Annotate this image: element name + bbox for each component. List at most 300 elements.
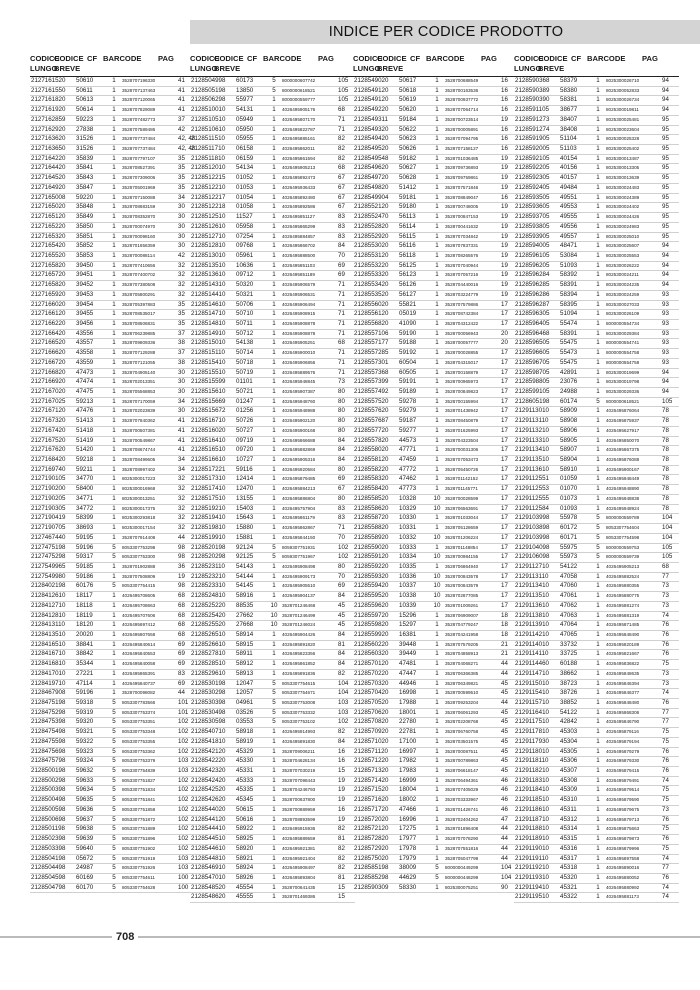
- pag: 95: [662, 232, 669, 240]
- cf: 1: [435, 222, 439, 230]
- barcode: 3528707380508: [122, 282, 156, 288]
- codice-lungo: 2127190419: [31, 514, 66, 522]
- pag: 82: [338, 864, 345, 872]
- table-row: [353, 96, 518, 106]
- table-row: [190, 563, 355, 573]
- table-row: [514, 77, 679, 87]
- cf: 1: [435, 524, 439, 532]
- codice-breve: 59640: [76, 844, 94, 852]
- pag: 98: [178, 543, 185, 551]
- codice-lungo: 2128553120: [354, 251, 389, 259]
- pag: 103: [178, 757, 189, 765]
- barcode: 3528701145771: [445, 486, 478, 492]
- pag: 77: [662, 718, 669, 726]
- barcode: 3528707137463: [122, 87, 156, 93]
- cf: 1: [272, 786, 276, 794]
- barcode: 3528700087511: [445, 748, 478, 754]
- table-row: [30, 699, 195, 709]
- codice-lungo: 2128558120: [354, 456, 389, 464]
- barcode: 3528706239885: [122, 330, 156, 336]
- codice-breve: 50615: [236, 805, 254, 813]
- codice-lungo: 2127166720: [31, 358, 66, 366]
- pag: 83: [338, 232, 345, 240]
- table-row: [190, 709, 355, 719]
- cf: 1: [272, 630, 276, 638]
- cf: 5: [272, 718, 276, 726]
- barcode: 8053307754598: [606, 534, 640, 540]
- codice-lungo: 2128559520: [354, 592, 389, 600]
- codice-lungo: 2128593505: [515, 193, 550, 201]
- codice-lungo: 2128512710: [191, 232, 226, 240]
- codice-lungo: 2128541810: [191, 737, 226, 745]
- barcode: 8053307754628: [122, 884, 156, 890]
- codice-lungo: 2128596285: [515, 281, 550, 289]
- codice-breve: 58915: [236, 640, 254, 648]
- barcode: 4026495708663: [122, 602, 156, 608]
- codice-breve: 45317: [560, 854, 578, 862]
- pag: 68: [178, 592, 185, 600]
- table-row: [514, 592, 679, 602]
- table-row: [190, 884, 355, 894]
- codice-lungo: 2129112710: [515, 562, 549, 570]
- pag: 21: [501, 650, 508, 658]
- cf: 1: [112, 135, 116, 143]
- barcode: 8059307751931: [282, 544, 316, 550]
- pag: 105: [338, 96, 349, 104]
- pag: 37: [178, 115, 185, 123]
- pag: 17: [501, 300, 508, 308]
- table-row: [514, 738, 679, 748]
- table-row: [514, 310, 679, 320]
- barcode: 4026495891836: [282, 670, 316, 676]
- table-row: [353, 116, 518, 126]
- table-row: [30, 845, 195, 855]
- codice-lungo: 2128591905: [515, 135, 550, 143]
- codice-breve: 58904: [560, 456, 578, 464]
- pag: 84: [338, 242, 345, 250]
- table-row: [190, 271, 355, 281]
- codice-breve: 15880: [236, 524, 254, 532]
- codice-breve: 47459: [399, 456, 417, 464]
- cf: 1: [272, 436, 276, 444]
- cf: 1: [596, 592, 600, 600]
- barcode: 8059307751967: [282, 554, 316, 560]
- barcode: 4026495757904: [282, 505, 316, 511]
- codice-lungo: 2128475598: [31, 737, 66, 745]
- table-row: [30, 427, 195, 437]
- table-row: [353, 621, 518, 631]
- codice-lungo: 2128475298: [31, 708, 66, 716]
- table-row: [190, 621, 355, 631]
- codice-lungo: 2128512010: [191, 164, 226, 172]
- cf: 1: [435, 446, 439, 454]
- codice-breve: 38662: [560, 669, 578, 677]
- cf: 5: [596, 553, 600, 561]
- barcode: 3528701902888: [122, 563, 156, 569]
- barcode: 3528707150088: [122, 194, 156, 200]
- codice-breve: 58926: [236, 873, 254, 881]
- table-row: [514, 427, 679, 437]
- cf: 5: [596, 397, 600, 405]
- pag: 16: [338, 757, 345, 765]
- codice-lungo: 2128500598: [31, 805, 66, 813]
- cf: 1: [435, 436, 439, 444]
- header-pag: PAG: [642, 54, 658, 63]
- barcode: 3528701142152: [445, 476, 478, 482]
- cf: 1: [272, 290, 276, 298]
- barcode: 8053307753351: [122, 719, 156, 725]
- cf: 1: [272, 737, 276, 745]
- pag: 94: [662, 96, 669, 104]
- pag: 19: [501, 203, 508, 211]
- header-codice-lungo: CODICE: [190, 54, 220, 63]
- codice-lungo: 2129119510: [515, 893, 549, 901]
- codice-breve: 49484: [560, 183, 578, 191]
- codice-lungo: 2127166020: [31, 300, 66, 308]
- cf: 1: [435, 757, 439, 765]
- cf: 1: [112, 426, 116, 434]
- table-row: [353, 748, 518, 758]
- codice-breve: 18117: [76, 592, 93, 600]
- codice-lungo: 2128558920: [354, 533, 389, 541]
- cf: 1: [596, 650, 600, 658]
- pag: 94: [662, 281, 669, 289]
- table-row: [514, 301, 679, 311]
- pag: 84: [338, 650, 345, 658]
- barcode: 3528706864940: [445, 563, 479, 569]
- table-row: [190, 398, 355, 408]
- codice-breve: 50718: [236, 358, 254, 366]
- cf: 1: [596, 281, 600, 289]
- barcode: 3528709006211: [282, 748, 315, 754]
- codice-breve: 51413: [76, 417, 94, 425]
- codice-breve: 59184: [399, 115, 417, 123]
- pag: 71: [338, 115, 345, 123]
- table-row: [190, 135, 355, 145]
- cf: 1: [272, 96, 276, 104]
- cf: 1: [596, 679, 600, 687]
- barcode: 8025300017375: [122, 505, 156, 511]
- table-row: [353, 339, 518, 349]
- cf: 1: [112, 251, 116, 259]
- codice-lungo: 2128594005: [515, 242, 550, 250]
- column-header: [190, 52, 355, 77]
- pag: 94: [662, 242, 669, 250]
- pag: 32: [178, 290, 185, 298]
- pag: 104: [662, 533, 673, 541]
- header-pag: PAG: [318, 54, 334, 63]
- cf: 1: [596, 494, 600, 502]
- cf: 1: [112, 77, 116, 84]
- codice-lungo: 2128504198: [31, 854, 66, 862]
- cf: 5: [112, 776, 116, 784]
- codice-lungo: 2127168420: [31, 456, 66, 464]
- pag: 30: [178, 407, 185, 415]
- column-header: [514, 52, 679, 77]
- codice-breve: 49556: [560, 222, 578, 230]
- table-row: [30, 767, 195, 777]
- codice-lungo: 2128542620: [191, 796, 226, 804]
- table-row: [514, 670, 679, 680]
- cf: 1: [272, 106, 276, 114]
- cf: 1: [272, 669, 276, 677]
- table-row: [353, 806, 518, 816]
- barcode: 3528708849047: [445, 194, 479, 200]
- cf: 1: [596, 786, 600, 794]
- codice-lungo: 2127161820: [31, 96, 66, 104]
- barcode: 3528700098160: [122, 233, 156, 239]
- barcode: 8053307753102: [282, 719, 316, 725]
- barcode: 4026495879116: [606, 729, 639, 735]
- codice-lungo: 2128549120: [354, 96, 389, 104]
- codice-lungo: 2128558820: [354, 524, 389, 532]
- cf: 1: [596, 699, 600, 706]
- codice-lungo: 2127167025: [31, 397, 66, 405]
- pag: 30: [178, 368, 185, 376]
- table-row: [514, 699, 679, 709]
- codice-breve: 58391: [560, 281, 578, 289]
- codice-lungo: 2129114010: [515, 640, 549, 648]
- cf: 1: [272, 183, 276, 191]
- codice-lungo: 2128605198: [515, 397, 550, 405]
- cf: 1: [272, 358, 276, 366]
- cf: 1: [596, 611, 600, 619]
- codice-lungo: 2128548620: [191, 893, 226, 901]
- codice-lungo: 2128413110: [31, 621, 65, 629]
- table-row: [353, 126, 518, 136]
- cf: 1: [272, 514, 276, 522]
- barcode: 8053307753300: [122, 554, 156, 560]
- cf: 1: [112, 611, 116, 619]
- codice-breve: 59223: [76, 115, 94, 123]
- codice-lungo: 2128552470: [354, 213, 389, 221]
- barcode: 3528700028599: [445, 495, 479, 501]
- codice-lungo: 2128599105: [515, 388, 550, 395]
- cf: 1: [272, 825, 276, 833]
- index-column-2: [190, 52, 355, 903]
- cf: 5: [112, 582, 116, 590]
- table-row: [30, 495, 195, 505]
- pag: 17: [501, 592, 508, 600]
- barcode: 8025300026109: [606, 311, 640, 317]
- table-row: [514, 417, 679, 427]
- header-barcode: BARCODE: [587, 54, 626, 63]
- pag: 17: [501, 358, 508, 366]
- codice-breve: 16999: [399, 776, 417, 784]
- table-row: [353, 233, 518, 243]
- barcode: 4026495871485: [606, 622, 640, 628]
- pag: 93: [662, 290, 669, 298]
- codice-breve: 17275: [399, 825, 417, 833]
- pag: 44: [178, 689, 185, 697]
- codice-lungo: 2129114710: [515, 669, 549, 677]
- codice-lungo: 2128530598: [191, 718, 226, 726]
- pag: 95: [662, 154, 669, 162]
- cf: 1: [112, 232, 116, 240]
- table-row: [514, 835, 679, 845]
- codice-lungo: 2128512810: [191, 242, 226, 250]
- barcode: 4026495905316: [282, 457, 316, 463]
- barcode: 8025300013305: [606, 165, 640, 171]
- codice-breve: 15643: [236, 514, 254, 522]
- codice-lungo: 2128557492: [354, 388, 389, 395]
- cf: 1: [272, 310, 276, 318]
- table-row: [353, 689, 518, 699]
- table-row: [514, 116, 679, 126]
- barcode: 4026495879996: [606, 845, 640, 851]
- pag: 32: [178, 475, 185, 483]
- pag: 68: [178, 611, 185, 619]
- barcode: 4026495886804: [282, 495, 316, 501]
- header-barcode: BARCODE: [263, 54, 302, 63]
- codice-breve: 58391: [560, 329, 578, 337]
- barcode: 3528704905140: [122, 369, 156, 375]
- table-row: [30, 825, 195, 835]
- cf: 1: [435, 854, 439, 862]
- codice-breve: 50727: [236, 426, 254, 434]
- table-row: [514, 485, 679, 495]
- table-row: [30, 155, 195, 165]
- codice-lungo: 2129112584: [515, 504, 549, 512]
- codice-lungo: 2128596305: [515, 310, 550, 318]
- table-row: [353, 777, 518, 787]
- barcode: 3528707589486: [122, 126, 156, 132]
- codice-lungo: 2128500398: [31, 786, 66, 794]
- table-row: [353, 330, 518, 340]
- codice-breve: 58921: [236, 854, 254, 862]
- codice-lungo: 2129104098: [515, 543, 550, 551]
- codice-lungo: 2128557687: [354, 417, 389, 425]
- table-row: [353, 573, 518, 583]
- barcode: 3528706563691: [445, 505, 479, 511]
- barcode: 3528708535017: [122, 311, 156, 317]
- codice-breve: 17979: [399, 854, 417, 862]
- codice-breve: 59185: [76, 562, 94, 570]
- pag: 76: [662, 815, 669, 823]
- cf: 1: [272, 125, 276, 133]
- table-row: [514, 446, 679, 456]
- table-row: [190, 524, 355, 534]
- table-row: [30, 777, 195, 787]
- barcode: 8053307753355: [122, 738, 156, 744]
- cf: 1: [435, 397, 439, 405]
- codice-breve: 47771: [399, 446, 417, 454]
- footer-rule: [0, 936, 700, 938]
- cf: 1: [272, 660, 276, 668]
- barcode: 3528708352870: [122, 214, 156, 220]
- table-row: [190, 553, 355, 563]
- barcode: 8025300017223: [122, 476, 156, 482]
- barcode: 8000000554741: [606, 340, 640, 346]
- table-row: [514, 563, 679, 573]
- cf: 1: [272, 232, 276, 240]
- codice-breve: 45329: [236, 747, 254, 755]
- codice-breve: 10727: [236, 456, 254, 464]
- pag: 102: [178, 728, 189, 736]
- pag: 83: [338, 514, 345, 522]
- cf: 1: [435, 640, 439, 648]
- pag: 71: [338, 290, 345, 298]
- codice-lungo: 2128549020: [354, 77, 389, 84]
- barcode: 4026495875663: [606, 826, 640, 832]
- table-row: [353, 582, 518, 592]
- barcode: 3528701246468: [282, 602, 316, 608]
- cf: 1: [596, 222, 600, 230]
- pag: 69: [178, 660, 185, 668]
- codice-lungo: 2128513610: [191, 271, 226, 279]
- table-row: [353, 845, 518, 855]
- barcode: 4026495875937: [606, 418, 640, 424]
- barcode: 4026495848635: [606, 670, 640, 676]
- cf: 1: [112, 446, 116, 454]
- cf: 10: [433, 533, 441, 541]
- pag: 102: [178, 786, 189, 794]
- codice-lungo: 2127165008: [31, 193, 66, 201]
- barcode: 3528700688549: [445, 78, 479, 83]
- barcode: 3528707737484: [122, 136, 156, 142]
- codice-lungo: 2129113610: [515, 465, 549, 473]
- codice-lungo: 2128542420: [191, 776, 226, 784]
- barcode: 3528700088114: [122, 252, 155, 258]
- codice-breve: 58909: [560, 407, 578, 415]
- barcode: 4026495908878: [282, 320, 316, 326]
- cf: 1: [112, 562, 116, 570]
- codice-lungo: 2128593705: [515, 213, 550, 221]
- barcode: 4026495948838: [606, 495, 640, 501]
- codice-lungo: 2128557177: [354, 339, 389, 347]
- barcode: 4026495908497: [282, 865, 316, 871]
- codice-lungo: 2128552920: [354, 232, 389, 240]
- barcode: 4026495882869: [282, 447, 316, 453]
- cf: 1: [596, 854, 600, 862]
- barcode: 3528707579205: [445, 641, 479, 647]
- pag: 75: [662, 728, 669, 736]
- codice-breve: 58392: [560, 271, 578, 279]
- cf: 1: [112, 329, 116, 337]
- codice-lungo: 2128514710: [191, 310, 226, 318]
- table-row: [514, 242, 679, 252]
- pag: 17: [501, 553, 508, 561]
- barcode: 4026495879415: [606, 768, 640, 774]
- barcode: 3528700849823: [445, 389, 479, 394]
- table-row: [190, 816, 355, 826]
- barcode: 8053307751841: [122, 797, 156, 803]
- pag: 84: [338, 446, 345, 454]
- pag: 15: [338, 767, 345, 775]
- pag: 74: [662, 854, 669, 862]
- cf: 10: [433, 572, 441, 580]
- cf: 5: [112, 854, 116, 862]
- pag: 101: [178, 699, 189, 706]
- table-row: [353, 427, 518, 437]
- codice-lungo: 2127167120: [31, 407, 66, 415]
- table-row: [514, 816, 679, 826]
- codice-lungo: 2128571020: [354, 737, 389, 745]
- codice-lungo: 2129103998: [515, 514, 550, 522]
- barcode: 3528700158879: [445, 369, 479, 375]
- table-row: [190, 359, 355, 369]
- codice-breve: 12470: [236, 485, 254, 493]
- codice-lungo: 2128570420: [354, 689, 389, 697]
- pag: 94: [662, 388, 669, 395]
- pag: 41: [178, 77, 185, 84]
- pag: 45: [501, 747, 508, 755]
- codice-breve: 43558: [76, 349, 94, 357]
- codice-lungo: 2127167520: [31, 436, 66, 444]
- cf: 5: [112, 737, 116, 745]
- codice-lungo: 2128419710: [31, 679, 66, 687]
- cf: 1: [272, 300, 276, 308]
